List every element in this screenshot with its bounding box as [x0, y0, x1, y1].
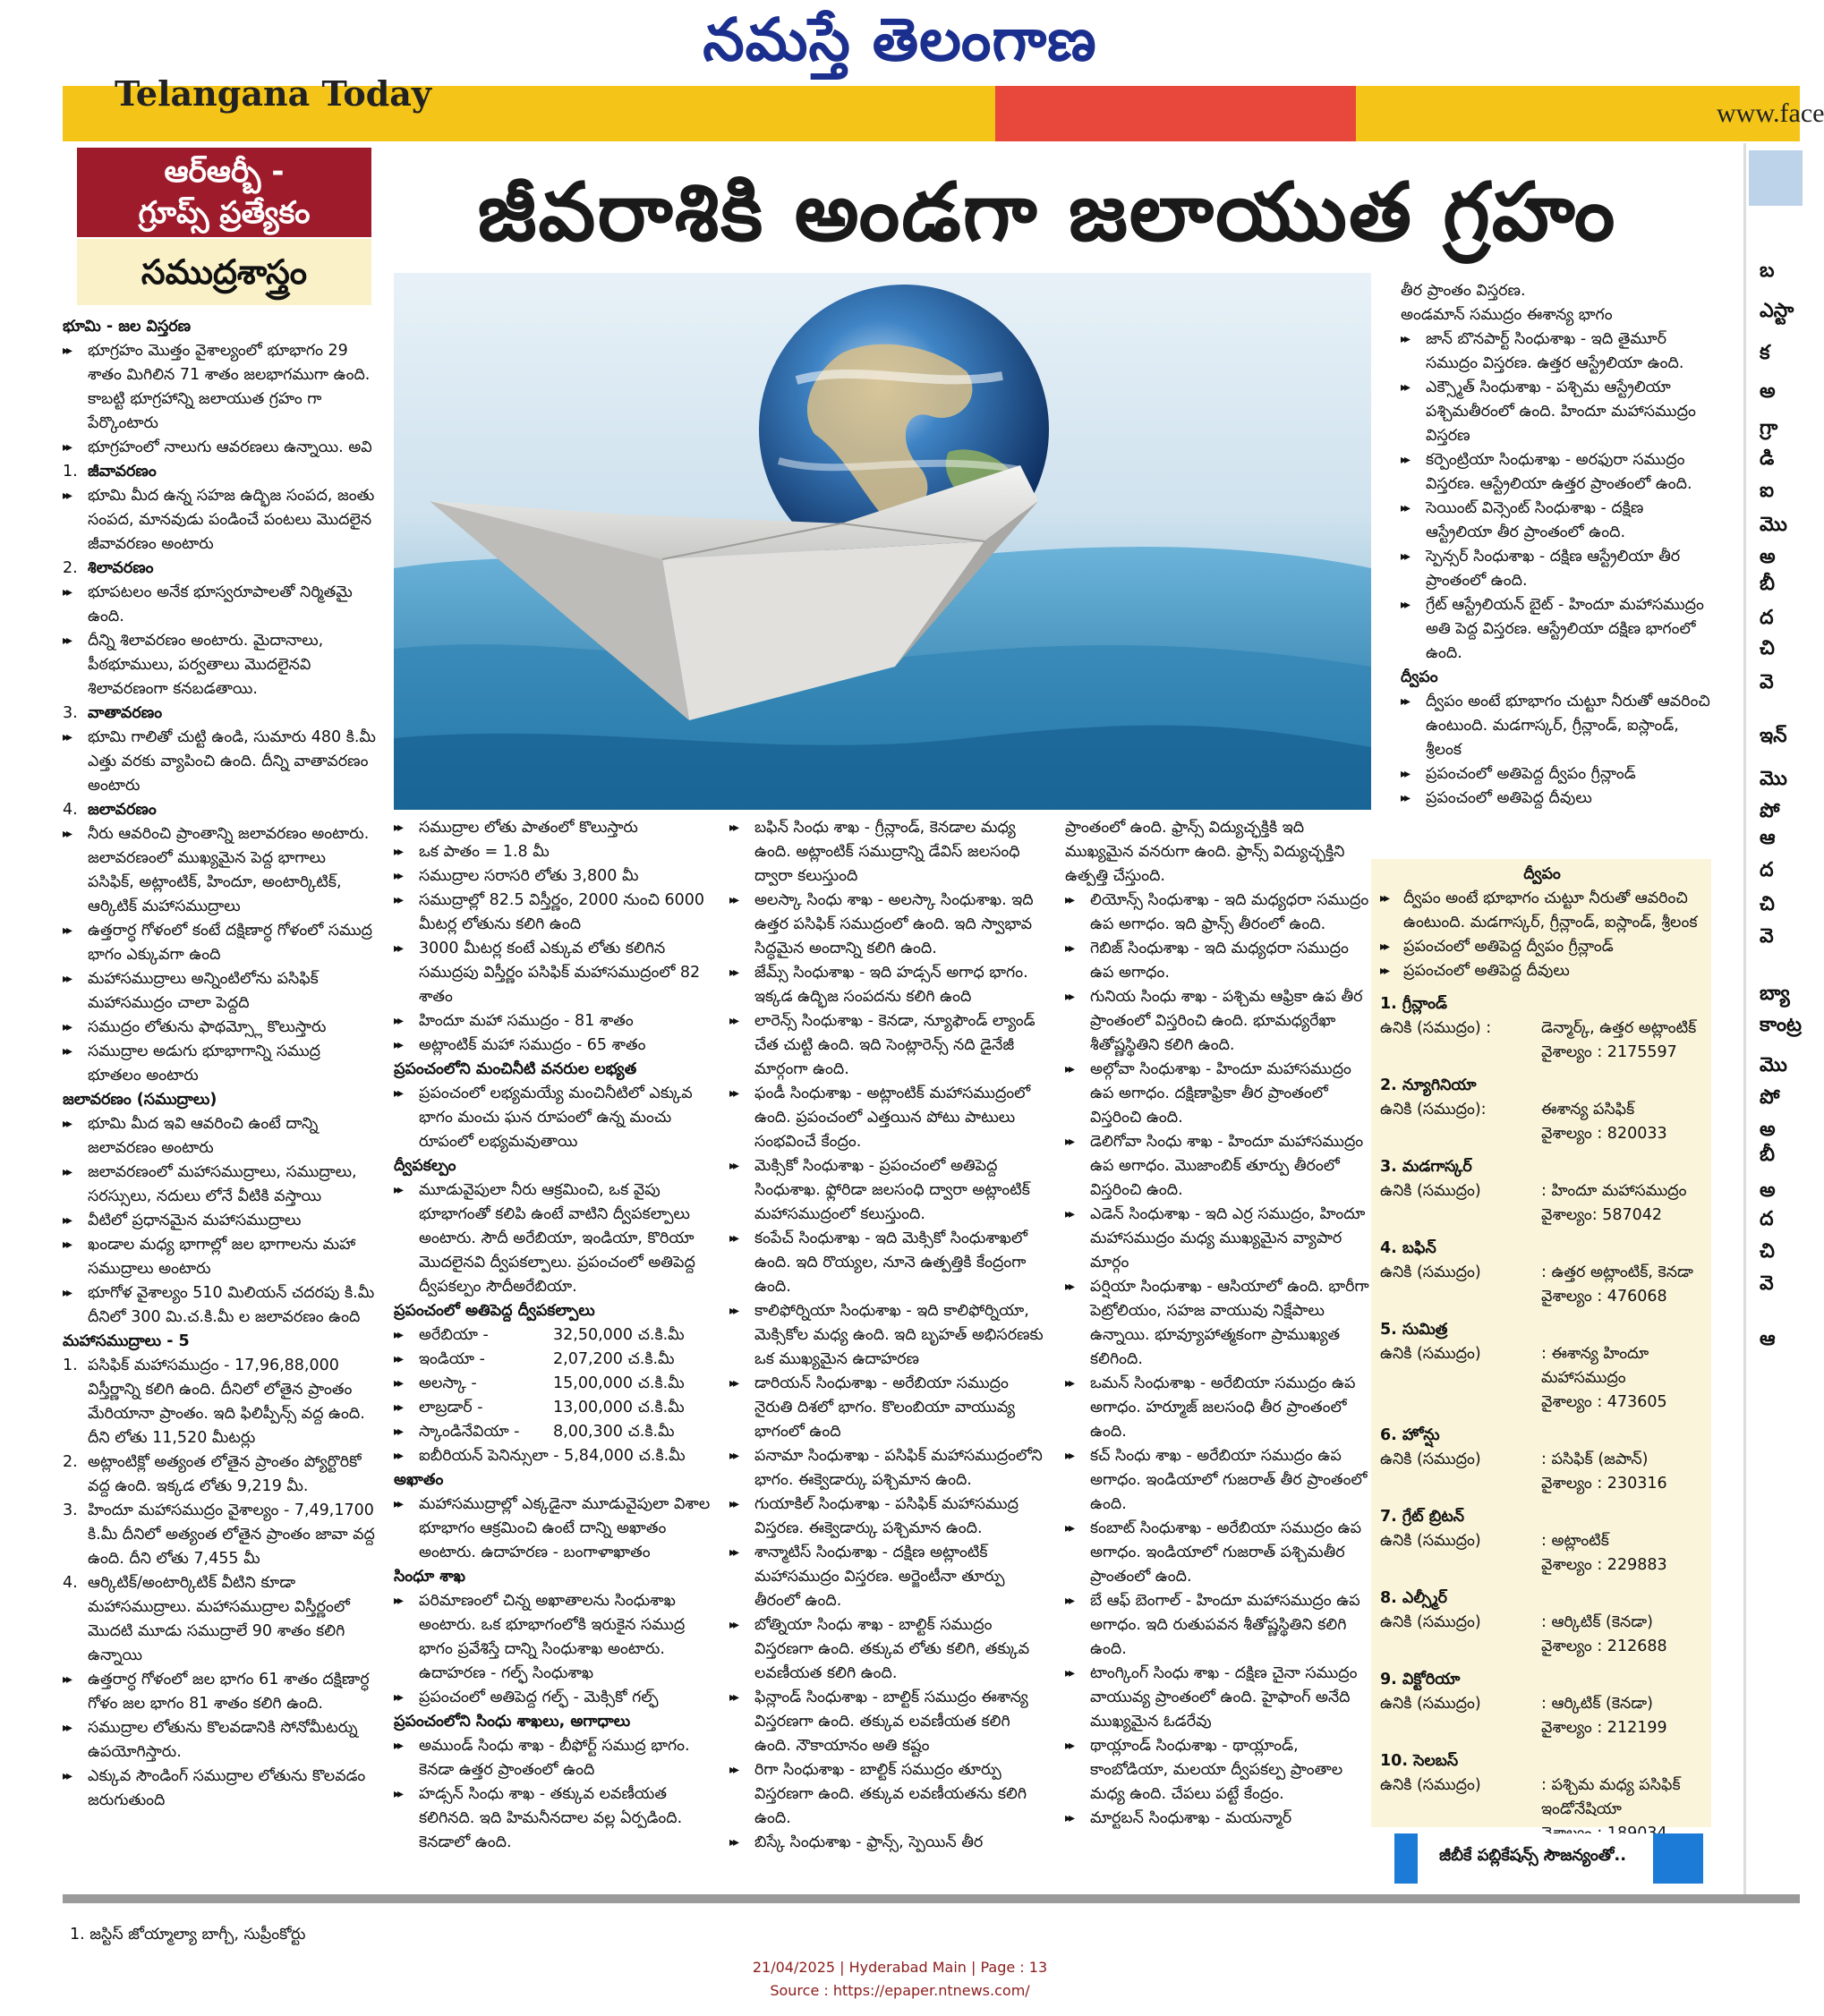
bullet-item: ▸▸ పనామా సింధుశాఖ - పసిఫిక్ మహాసముద్రంలోని భాగం. ఈక్వెడార్కు పశ్చిమాన ఉంది. [729, 1444, 1050, 1493]
island-name: 10. సెలబస్ [1380, 1752, 1459, 1770]
subheading: సింధూ శాఖ [394, 1568, 465, 1586]
bullet-item: ▸▸ ఒమన్ సింధుశాఖ - అరేబియా సముద్రం ఉప అగాధం. హర్మూజ్ జలసంధి తీర ప్రాంతంలో ఉంది. [1065, 1372, 1369, 1444]
bullet-item: ▸▸ భూమి మీద ఉన్న సహజ ఉద్భిజ సంపద, జంతు సంపద, మానవుడు పండించే పంటలు మొదలైన జీవావరణం అంటారు [63, 484, 376, 557]
bullet-item: ▸▸ మహాసముద్రాలు అన్నింటిలోను పసిఫిక్ మహాసముద్రం చాలా పెద్దది [63, 967, 376, 1016]
bullet-item: ▸▸ వీటిలో ప్రధానమైన మహాసముద్రాలు [63, 1209, 376, 1233]
peninsula-row [394, 1323, 714, 1348]
row-value: 8,00,300 చ.కి.మీ [553, 1423, 675, 1441]
column-4 [1065, 816, 1369, 1831]
bullet-item: ▸▸ బోత్నియా సింధు శాఖ - బాల్టిక్ సముద్రం విస్తరణగా ఉంది. తక్కువ లోతు కలిగి, తక్కువ లవణీయత కలిగి ఉంది. [729, 1613, 1050, 1686]
subheading: ద్వీపం [1401, 668, 1438, 686]
bullet-item: ▸▸ బఫిన్ సింధు శాఖ - గ్రీన్లాండ్, కెనడాల మధ్య ఉంది. అట్లాంటిక్ సముద్రాన్ని డేవిస్ జలసంధి ద్వారా కలుస్తుంది [729, 816, 1050, 889]
bullet-item: ▸▸ దీన్ని శిలావరణం అంటారు. మైదానాలు, పీఠభూములు, పర్వతాలు మొదలైనవి శిలావరణంగా కనబడతాయి. [63, 629, 376, 702]
island-entry [1380, 1749, 1704, 1846]
numbered-item [63, 460, 376, 484]
island-location-label: ఉనికి (సముద్రం) [1380, 1695, 1481, 1713]
numbered-item [63, 702, 376, 726]
cut-word: వె [1760, 671, 1774, 693]
box-bullet: ▸▸ ద్వీపం అంటే భూభాగం చుట్టూ నీరుతో ఆవరించి ఉంటుంది. మడగాస్కర్, గ్రీన్లాండ్, ఐస్లాండ్, శ్రీలంక [1380, 887, 1704, 935]
row-label: ▸▸ అరేబియా - [419, 1326, 489, 1344]
bullet-item: ▸▸ కాలిఫోర్నియా సింధుశాఖ - ఇది కాలిఫోర్నియా, మెక్సికోల మధ్య ఉంది. ఇది బృహత్ అభిసరణకు ఒక ముఖ్యమైన ఉదాహరణ [729, 1299, 1050, 1372]
subheading: జలావరణం (సముద్రాలు) [63, 1091, 217, 1109]
subject-tag: సముద్రశాస్త్రం [77, 239, 371, 305]
numbered-item [63, 1354, 376, 1450]
island-name: 3. మడగాస్కర్ [1380, 1158, 1472, 1176]
row-value: 32,50,000 చ.కి.మీ [553, 1326, 685, 1344]
bullet-item: ▸▸ ప్రపంచంలో లభ్యమయ్యే మంచినీటిలో ఎక్కువ భాగం మంచు ఘన రూపంలో ఉన్న మంచు రూపంలో లభ్యమవుతాయి [394, 1082, 714, 1154]
row-label: ▸▸ ఇండియా - [419, 1350, 485, 1368]
cut-word: అ [1760, 1119, 1776, 1141]
bullet-item: ▸▸ సముద్రాల లోతును కొలవడానికి సోనోమీటర్ను ఉపయోగిస్తారు. [63, 1716, 376, 1765]
paragraph: తీర ప్రాంతం విస్తరణ. [1401, 282, 1526, 300]
bullet-item: ▸▸ సముద్రాల్లో 82.5 విస్తీర్ణం, 2000 నుంచి 6000 మీటర్ల లోతును కలిగి ఉంది [394, 889, 714, 937]
cut-word: బీ [1760, 573, 1775, 595]
numbered-item [63, 1450, 376, 1499]
row-value: 2,07,200 చ.కి.మీ [553, 1350, 675, 1368]
cut-word: పో [1760, 1086, 1780, 1109]
bullet-item: ▸▸ ఉత్తరార్ధ గోళంలో కంటే దక్షిణార్ధ గోళంలో సముద్ర భాగం ఎక్కువగా ఉంది [63, 919, 376, 967]
bullet-item: ▸▸ సముద్రం లోతును ఫాథమ్స్లో కొలుస్తారు [63, 1016, 376, 1040]
peninsula-row [394, 1348, 714, 1372]
section-tag [77, 148, 371, 237]
cut-word: చి [1760, 893, 1775, 915]
paragraph: ప్రాంతంలో ఉంది. ఫ్రాన్స్ విద్యుచ్ఛక్తికి ఇది ముఖ్యమైన వనరుగా ఉంది. ఫ్రాన్స్ విద్యుచ్ఛక్తిని ఉత్పత్తి చేస్తుంది. [1065, 819, 1345, 885]
item-text: అట్లాంటిక్లో అత్యంత లోతైన ప్రాంతం ప్యోర్టొరికో వద్ద ఉంది. ఇక్కడ లోతు 9,219 మీ. [88, 1453, 362, 1495]
bullet-item: ▸▸ గ్రేట్ ఆస్ట్రేలియన్ బైట్ - హిందూ మహాసముద్రం అతి పెద్ద విస్తరణ. ఆస్ట్రేలియా దక్షిణ భాగంలో ఉంది. [1401, 593, 1714, 666]
bullet-item: ▸▸ హడ్సన్ సింధు శాఖ - తక్కువ లవణీయత కలిగినది. ఇది హిమనీనదాల వల్ల ఏర్పడింది. కెనడాలో ఉంది. [394, 1782, 714, 1855]
bullet-item: ▸▸ స్పెన్సర్ సింధుశాఖ - దక్షిణ ఆస్ట్రేలియా తీర ప్రాంతంలో ఉంది. [1401, 545, 1714, 593]
masthead [0, 0, 1800, 81]
island-name: 8. ఎల్స్మీర్ [1380, 1589, 1448, 1607]
island-entry [1380, 1505, 1704, 1578]
bullet-item: ▸▸ ఎక్కువ సౌండింగ్ సముద్రాల లోతును కొలవడం జరుగుతుంది [63, 1765, 376, 1813]
cut-word: అ [1760, 380, 1776, 403]
globe-boat-photo [394, 273, 1371, 810]
island-entry [1380, 1074, 1704, 1146]
banner-web: www.face [1717, 98, 1824, 128]
bullet-item: ▸▸ సముద్రాల సరాసరి లోతు 3,800 మీ [394, 864, 714, 889]
bullet-item: ▸▸ శాన్మాటిస్ సింధుశాఖ - దక్షిణ అట్లాంటిక్ మహాసముద్రం విస్తరణ. అర్జెంటీనా తూర్పు తీరంలో ఉంది. [729, 1541, 1050, 1613]
bullet-item: ▸▸ అట్లాంటిక్ మహా సముద్రం - 65 శాతం [394, 1034, 714, 1058]
numbered-item [63, 1571, 376, 1668]
bullet-item: ▸▸ మెక్సికో సింధుశాఖ - ప్రపంచంలో అతిపెద్ద సింధుశాఖ. ఫ్లోరిడా జలసంధి ద్వారా అట్లాంటిక్ మహాసముద్రంలో కలుస్తుంది. [729, 1154, 1050, 1227]
banner-red-block [995, 86, 1356, 141]
column-5 [1401, 279, 1714, 811]
island-location-label: ఉనికి (సముద్రం): [1380, 1101, 1487, 1119]
bullet-item: ▸▸ మూడువైపులా నీరు ఆక్రమించి, ఒక వైపు భూభాగంతో కలిపి ఉంటే వాటిని ద్వీపకల్పాలు అంటారు. సౌదీ అరేబియా, ఇండియా, కొరియా మొదలైనవి ద్వీపకల్పాలు. ప్రపంచంలో అతిపెద్ద ద్వీపకల్పం సౌదీఅరేబియా. [394, 1178, 714, 1299]
subheading: ప్రపంచంలోని మంచినీటి వనరుల లభ్యత [394, 1060, 637, 1078]
island-entry [1380, 1155, 1704, 1228]
subheading: మహాసముద్రాలు - 5 [63, 1332, 190, 1350]
cut-word: ఐ [1760, 480, 1774, 502]
cut-word: బీ [1760, 1144, 1775, 1166]
island-location: : ఈశాన్య హిందూ మహాసముద్రం [1541, 1345, 1649, 1387]
bullet-item: ▸▸ లియోన్స్ సింధుశాఖ - ఇది మధ్యధరా సముద్రం ఉప అగాధం. ఇది ఫ్రాన్స్ తీరంలో ఉంది. [1065, 889, 1369, 937]
numbered-item [63, 557, 376, 581]
paragraph: అండమాన్ సముద్రం ఈశాన్య భాగం [1401, 306, 1613, 324]
bullet-item: ▸▸ టాంగ్కింగ్ సింధు శాఖ - దక్షిణ చైనా సముద్రం వాయువ్య ప్రాంతంలో ఉంది. హైఫాంగ్ అనేది ముఖ్యమైన ఓడరేవు [1065, 1662, 1369, 1734]
cut-word: గ్రా [1760, 417, 1778, 439]
cut-word: ద [1760, 607, 1774, 629]
bullet-item: ▸▸ గునియ సింధు శాఖ - పశ్చిమ ఆఫ్రికా ఉప తీర ప్రాంతంలో విస్తరించి ఉంది. భూమధ్యరేఖా శీతోష్ణస్థితిని కలిగి ఉంది. [1065, 985, 1369, 1058]
page-divider [63, 1894, 1800, 1903]
item-number: 2. [63, 559, 78, 577]
masthead-title: నమస్తే తెలంగాణ [703, 4, 1097, 74]
island-name: 1. గ్రీన్లాండ్ [1380, 995, 1447, 1013]
bullet-item: ▸▸ ఐబీరియన్ పెనిన్సులా - 5,84,000 చ.కి.మీ [394, 1444, 714, 1468]
row-label: ▸▸ లాబ్రడార్ - [419, 1399, 483, 1416]
bullet-item: ▸▸ థాయ్లాండ్ సింధుశాఖ - థాయ్లాండ్, కాంబోడియా, మలయా ద్వీపకల్ప ప్రాంతాల మధ్య ఉంది. చేపలు పట్టే కేంద్రం. [1065, 1734, 1369, 1807]
island-name: 6. హోన్షు [1380, 1426, 1440, 1444]
island-location-label: ఉనికి (సముద్రం) [1380, 1263, 1481, 1281]
bullet-item: ▸▸ భూగ్రహం మొత్తం వైశాల్యంలో భూభాగం 29 శాతం మిగిలిన 71 శాతం జలభాగముగా ఉంది. కాబట్టి భూగ్రహాన్ని జలాయుత గ్రహం గా పేర్కొంటారు [63, 339, 376, 436]
island-area: వైశాల్యం : 473605 [1541, 1393, 1667, 1411]
cut-word: ఇన్ [1760, 725, 1787, 747]
section-tag-line1: ఆర్ఆర్బీ - [164, 154, 285, 190]
right-edge-strip [1743, 143, 1800, 1915]
banner-paper-name: Telangana Today [115, 73, 431, 114]
page-footer [0, 1956, 1800, 2003]
item-text: పసిఫిక్ మహాసముద్రం - 17,96,88,000 విస్తీర్ణాన్ని కలిగి ఉంది. దీనిలో లోతైన ప్రాంతం మేరియానా ప్రాంతం. ఇది ఫిలిప్పీన్స్ వద్ద ఉంది. దీని లోతు 11,520 మీటర్లు [88, 1357, 365, 1447]
bullet-item: ▸▸ సముద్రాల అడుగు భూభాగాన్ని సముద్ర భూతలం అంటారు [63, 1040, 376, 1088]
island-area: వైశాల్యం : 2175597 [1541, 1043, 1677, 1061]
footer-date-line: 21/04/2025 | Hyderabad Main | Page : 13 [752, 1959, 1048, 1976]
bullet-item: ▸▸ ఒక పాతం = 1.8 మీ [394, 840, 714, 864]
bullet-item: ▸▸ కర్పెంట్రియా సింధుశాఖ - అరఫురా సముద్రం విస్తరణ. ఆస్ట్రేలియా ఉత్తర ప్రాంతంలో ఉంది. [1401, 448, 1714, 497]
island-name: 2. న్యూగినియా [1380, 1076, 1477, 1094]
cut-word: మొ [1760, 768, 1787, 790]
bullet-item: ▸▸ సముద్రాల లోతు పాతంలో కొలుస్తారు [394, 816, 714, 840]
island-entry [1380, 992, 1704, 1065]
bullet-item: ▸▸ మార్టబన్ సింధుశాఖ - మయన్మార్ [1065, 1807, 1369, 1831]
peninsula-row [394, 1396, 714, 1420]
cut-word: క [1760, 342, 1770, 364]
cut-word: చి [1760, 1240, 1775, 1263]
island-location-label: ఉనికి (సముద్రం) [1380, 1345, 1481, 1363]
island-name: 7. గ్రేట్ బ్రిటన్ [1380, 1508, 1465, 1526]
cut-word: ఆ [1760, 1328, 1776, 1350]
row-label: ▸▸ అలస్కా - [419, 1374, 477, 1392]
island-location: : పశ్చిమ మధ్య పసిఫిక్ ఇండోనేషియా [1541, 1776, 1681, 1818]
bullet-item: ▸▸ భూగ్రహంలో నాలుగు ఆవరణలు ఉన్నాయి. అవి [63, 436, 376, 460]
box-bullet: ▸▸ ప్రపంచంలో అతిపెద్ద ద్వీపం గ్రీన్లాండ్ [1380, 935, 1704, 959]
bullet-item: ▸▸ డారియన్ సింధుశాఖ - అరేబియా సముద్రం నైరుతి దిశలో భాగం. కొలంబియా వాయువ్య భాగంలో ఉంది [729, 1372, 1050, 1444]
cut-word: వె [1760, 1272, 1774, 1295]
cut-word: చి [1760, 637, 1775, 659]
bullet-item: ▸▸ ప్రపంచంలో అతిపెద్ద గల్ఫ్ - మెక్సికో గల్ఫ్ [394, 1686, 714, 1710]
bullet-item: ▸▸ బే ఆఫ్ బెంగాల్ - హిందూ మహాసముద్రం ఉప అగాధం. ఇది రుతుపవన శీతోష్ణస్థితిని కలిగి ఉంది. [1065, 1589, 1369, 1662]
cut-word: బ [1760, 259, 1775, 282]
island-entry [1380, 1424, 1704, 1496]
item-text: శిలావరణం [88, 559, 154, 577]
subheading: ప్రపంచంలో అతిపెద్ద ద్వీపకల్పాలు [394, 1302, 595, 1320]
section-tag-line2: గ్రూప్స్ ప్రత్యేకం [138, 195, 311, 231]
item-number: 1. [63, 463, 78, 481]
islands-box [1371, 859, 1711, 1827]
bullet-item: ▸▸ ఎడెన్ సింధుశాఖ - ఇది ఎర్ర సముద్రం, హిందూ మహాసముద్రం మధ్య ముఖ్యమైన వ్యాపార మార్గం [1065, 1203, 1369, 1275]
cut-word: ద [1760, 1208, 1774, 1230]
bullet-item: ▸▸ అలస్కా సింధు శాఖ - అలస్కా సింధుశాఖ. ఇది ఉత్తర పసిఫిక్ సముద్రంలో ఉంది. ఇది స్వాభావ సిద్ధమైన అందాన్ని కలిగి ఉంది. [729, 889, 1050, 961]
subheading: ద్వీపకల్పం [394, 1157, 456, 1175]
island-location: : పసిఫిక్ (జపాన్) [1541, 1450, 1649, 1468]
credit-tag [1394, 1833, 1703, 1884]
bullet-item: ▸▸ 3000 మీటర్ల కంటే ఎక్కువ లోతు కలిగిన సముద్రపు విస్తీర్ణం పసిఫిక్ మహాసముద్రంలో 82 శాతం [394, 937, 714, 1009]
item-number: 1. [63, 1357, 78, 1374]
island-name: 4. బఫిన్ [1380, 1239, 1436, 1257]
column-2 [394, 816, 714, 1855]
item-number: 4. [63, 801, 78, 819]
island-area: వైశాల్యం: 587042 [1541, 1206, 1663, 1224]
bullet-item: ▸▸ మహాసముద్రాల్లో ఎక్కడైనా మూడువైపులా విశాల భూభాగం ఆక్రమించి ఉంటే దాన్ని అఖాతం అంటారు. ఉదాహరణ - బంగాళాఖాతం [394, 1493, 714, 1565]
column-3 [729, 816, 1050, 1855]
footer-source-line: Source : https://epaper.ntnews.com/ [770, 1982, 1030, 1999]
numbered-item [63, 798, 376, 822]
bullet-item: ▸▸ గుయాకిల్ సింధుశాఖ - పసిఫిక్ మహాసముద్ర విస్తరణ. ఈక్వెడార్కు పశ్చిమాన ఉంది. [729, 1493, 1050, 1541]
island-name: 9. విక్టోరియా [1380, 1671, 1461, 1689]
bullet-item: ▸▸ భూపటలం అనేక భూస్వరూపాలతో నిర్మితమై ఉంది. [63, 581, 376, 629]
item-number: 3. [63, 704, 78, 722]
bullet-item: ▸▸ అముండ్ సింధు శాఖ - బీఫోర్ట్ సముద్ర భాగం. కెనడా ఉత్తర ప్రాంతంలో ఉంది [394, 1734, 714, 1782]
island-location-label: ఉనికి (సముద్రం) [1380, 1182, 1481, 1200]
item-text: జలావరణం [88, 801, 157, 819]
island-area: వైశాల్యం : 230316 [1541, 1475, 1667, 1493]
cut-word: మొ [1760, 1054, 1787, 1076]
bullet-item: ▸▸ అల్గోవా సింధుశాఖ - హిందూ మహాసముద్రం ఉప అగాధం. దక్షిణాఫ్రికా తీర ప్రాంతంలో విస్తరించి ఉంది. [1065, 1058, 1369, 1130]
island-location: : అట్లాంటిక్ [1541, 1532, 1609, 1550]
cut-word: అ [1760, 1179, 1776, 1202]
bullet-item: ▸▸ జలావరణంలో మహాసముద్రాలు, సముద్రాలు, సరస్సులు, నదులు లోనే వీటికి వస్తాయి [63, 1161, 376, 1209]
cut-word: పో [1760, 800, 1780, 822]
bullet-item: ▸▸ ఎక్స్మౌత్ సింధుశాఖ - పశ్చిమ ఆస్ట్రేలియా పశ్చిమతీరంలో ఉంది. హిందూ మహాసముద్రం విస్తరణ [1401, 376, 1714, 448]
bullet-item: ▸▸ పరిమాణంలో చిన్న అఖాతాలను సింధుశాఖ అంటారు. ఒక భూభాగంలోకి ఇరుకైన సముద్ర భాగం ప్రవేశిస్తే దాన్ని సింధుశాఖ అంటారు. ఉదాహరణ - గల్ఫ్ సింధుశాఖ [394, 1589, 714, 1686]
bullet-item: ▸▸ బిస్కే సింధుశాఖ - ఫ్రాన్స్, స్పెయిన్ తీర [729, 1831, 1050, 1855]
island-area: వైశాల్యం : 212199 [1541, 1719, 1667, 1737]
numbered-item [63, 1499, 376, 1571]
bullet-item: ▸▸ ప్రపంచంలో అతిపెద్ద ద్వీపం గ్రీన్లాండ్ [1401, 762, 1714, 787]
island-area: వైశాల్యం : 229883 [1541, 1556, 1667, 1574]
item-text: హిందూ మహాసముద్రం వైశాల్యం - 7,49,1700 కి.మీ దీనిలో అత్యంత లోతైన ప్రాంతం జావా వద్ద ఉంది. దీని లోతు 7,455 మీ [88, 1501, 375, 1568]
cut-word: బ్యా [1760, 982, 1790, 1005]
cut-word: డి [1760, 447, 1775, 470]
island-area: వైశాల్యం : 820033 [1541, 1125, 1667, 1143]
island-location: ఈశాన్య పసిఫిక్ [1541, 1101, 1635, 1119]
subheading: భూమి - జల విస్తరణ [63, 318, 192, 336]
island-area: వైశాల్యం : 476068 [1541, 1288, 1667, 1306]
island-name: 5. సుమిత్ర [1380, 1321, 1448, 1339]
cut-word: కాంట్ర [1760, 1014, 1802, 1036]
bullet-item: ▸▸ భూమి మీద ఇవి ఆవరించి ఉంటే దాన్ని జలావరణం అంటారు [63, 1112, 376, 1161]
bullet-item: ▸▸ ద్వీపం అంటే భూభాగం చుట్టూ నీరుతో ఆవరించి ఉంటుంది. మడగాస్కర్, గ్రీన్లాండ్, ఐస్లాండ్, శ్రీలంక [1401, 690, 1714, 762]
bullet-item: ▸▸ జేమ్స్ సింధుశాఖ - ఇది హడ్సన్ అగాధ భాగం. ఇక్కడ ఉద్భిజ సంపదను కలిగి ఉంది [729, 961, 1050, 1009]
row-label: ▸▸ స్కాండినేవియా - [419, 1423, 520, 1441]
bullet-item: ▸▸ ఉత్తరార్ధ గోళంలో జల భాగం 61 శాతం దక్షిణార్ధ గోళం జల భాగం 81 శాతం కలిగి ఉంది. [63, 1668, 376, 1716]
island-location-label: ఉనికి (సముద్రం) : [1380, 1019, 1492, 1037]
islands-box-content [1371, 863, 1711, 1846]
item-number: 2. [63, 1453, 78, 1471]
island-location: : ఉత్తర అట్లాంటిక్, కెనడా [1541, 1263, 1693, 1281]
item-text: ఆర్కిటిక్/అంటార్కిటిక్ వీటిని కూడా మహాసముద్రాలు. మహాసముద్రాల విస్తీర్ణంలో మొదటి మూడు సముద్రాలే 90 శాతం కలిగి ఉన్నాయి [88, 1574, 350, 1664]
bullet-item: ▸▸ పర్షియా సింధుశాఖ - ఆసియాలో ఉంది. భారీగా పెట్రోలియం, సహజ వాయువు నిక్షేపాలు ఉన్నాయి. భూవ్యూహాత్మకంగా ప్రాముఖ్యత కలిగింది. [1065, 1275, 1369, 1372]
item-number: 3. [63, 1501, 78, 1519]
bullet-item: ▸▸ గెబిజ్ సింధుశాఖ - ఇది మధ్యధరా సముద్రం ఉప అగాధం. [1065, 937, 1369, 985]
bullet-item: ▸▸ ప్రపంచంలో అతిపెద్ద దీవులు [1401, 787, 1714, 811]
cut-word: మొ [1760, 514, 1787, 536]
bullet-item: ▸▸ డెలిగోవా సింధు శాఖ - హిందూ మహాసముద్రం ఉప అగాధం. మొజాంబిక్ తూర్పు తీరంలో విస్తరించి ఉంది. [1065, 1130, 1369, 1203]
bullet-item: ▸▸ లారెన్స్ సింధుశాఖ - కెనడా, న్యూఫౌండ్ ల్యాండ్ చేత చుట్టి ఉంది. ఇది సెంట్లారెన్స్ నది డైనేజీ మార్గంగా ఉంది. [729, 1009, 1050, 1082]
subheading: అఖాతం [394, 1471, 444, 1489]
cut-word: ద [1760, 859, 1774, 881]
bullet-item: ▸▸ ఫండీ సింధుశాఖ - అట్లాంటిక్ మహాసముద్రంలో ఉంది. ప్రపంచంలో ఎత్తయిన పోటు పాటులు సంభవించే కేంద్రం. [729, 1082, 1050, 1154]
bullet-item: ▸▸ హిందూ మహా సముద్రం - 81 శాతం [394, 1009, 714, 1034]
headline: జీవరాశికి అండగా జలాయుత గ్రహం [477, 166, 1617, 259]
bullet-item: ▸▸ నీరు ఆవరించి ప్రాంతాన్ని జలావరణం అంటారు. జలావరణంలో ముఖ్యమైన పెద్ద భాగాలు పసిఫిక్, అట్లాంటిక్, హిందూ, అంటార్కిటిక్, ఆర్కిటిక్ మహాసముద్రాలు [63, 822, 376, 919]
item-text: వాతావరణం [88, 704, 163, 722]
island-entry [1380, 1318, 1704, 1415]
bullet-item: ▸▸ కచ్ సింధు శాఖ - అరేబియా సముద్రం ఉప అగాధం. ఇండియాలో గుజరాత్ తీర ప్రాంతంలో ఉంది. [1065, 1444, 1369, 1517]
island-entry [1380, 1237, 1704, 1309]
box-bullet: ▸▸ ప్రపంచంలో అతిపెద్ద దీవులు [1380, 959, 1704, 983]
bullet-item: ▸▸ కంబాట్ సింధుశాఖ - అరేబియా సముద్రం ఉప అగాధం. ఇండియాలో గుజరాత్ పశ్చిమతీర ప్రాంతంలో ఉంది. [1065, 1517, 1369, 1589]
bullet-item: ▸▸ రిగా సింధుశాఖ - బాల్టిక్ సముద్రం తూర్పు విస్తరణగా ఉంది. తక్కువ లవణీయతను కలిగి ఉంది. [729, 1758, 1050, 1831]
cut-word: ఆ [1760, 827, 1776, 849]
bullet-item: ▸▸ సెయింట్ విన్సెంట్ సింధుశాఖ - దక్షిణ ఆస్ట్రేలియా తీర ప్రాంతంలో ఉంది. [1401, 497, 1714, 545]
island-entry [1380, 1668, 1704, 1740]
bullet-item: ▸▸ భూమి గాలితో చుట్టి ఉండి, సుమారు 480 కి.మీ ఎత్తు వరకు వ్యాపించి ఉంది. దీన్ని వాతావరణం అంటారు [63, 726, 376, 798]
island-location: : ఆర్కిటిక్ (కెనడా) [1541, 1695, 1653, 1713]
cut-word: ఎస్టా [1760, 300, 1794, 322]
island-location: డెన్మార్క్, ఉత్తర అట్లాంటిక్ [1541, 1019, 1697, 1037]
cut-word: అ [1760, 546, 1776, 568]
island-location-label: ఉనికి (సముద్రం) [1380, 1450, 1481, 1468]
island-location-label: ఉనికి (సముద్రం) [1380, 1613, 1481, 1631]
peninsula-row [394, 1420, 714, 1444]
island-location-label: ఉనికి (సముద్రం) [1380, 1776, 1481, 1794]
item-number: 4. [63, 1574, 78, 1592]
row-value: 15,00,000 చ.కి.మీ [553, 1374, 685, 1392]
next-article-text: 1. జస్టిస్ జోయ్మాల్యా బాగ్చీ, సుప్రీంకోర్టు [70, 1926, 306, 1944]
cut-word: వె [1760, 925, 1774, 948]
bullet-item: ▸▸ కంపేచ్ సింధుశాఖ - ఇది మెక్సికో సింధుశాఖలో ఉంది. ఇది రొయ్యల, నూనె ఉత్పత్తికి కేంద్రంగా ఉంది. [729, 1227, 1050, 1299]
bullet-item: ▸▸ భూగోళ వైశాల్యం 510 మిలియన్ చదరపు కి.మీ దీనిలో 300 మి.చ.కి.మీ ల జలావరణం ఉంది [63, 1281, 376, 1330]
subheading: ప్రపంచంలోని సింధు శాఖలు, అగాధాలు [394, 1713, 631, 1731]
row-value: 13,00,000 చ.కి.మీ [553, 1399, 685, 1416]
island-location: : ఆర్కిటిక్ (కెనడా) [1541, 1613, 1653, 1631]
peninsula-row [394, 1372, 714, 1396]
bullet-item: ▸▸ జాన్ బొనపార్ట్ సింధుశాఖ - ఇది తైమూర్ సముద్రం విస్తరణ. ఉత్తర ఆస్ట్రేలియా ఉంది. [1401, 327, 1714, 376]
item-text: జీవావరణం [88, 463, 157, 481]
column-1 [63, 315, 376, 1813]
island-location-label: ఉనికి (సముద్రం) [1380, 1532, 1481, 1550]
banner-strip [63, 73, 1824, 141]
island-entry [1380, 1586, 1704, 1659]
islands-box-title: ద్వీపం [1523, 865, 1561, 883]
bullet-item: ▸▸ ఫిన్లాండ్ సింధుశాఖ - బాల్టిక్ సముద్రం ఈశాన్య విస్తరణగా ఉంది. తక్కువ లవణీయత కలిగి ఉంది. నౌకాయానం అతి కష్టం [729, 1686, 1050, 1758]
thumbnail-image [1749, 150, 1803, 206]
bullet-item: ▸▸ ఖండాల మధ్య భాగాల్లో జల భాగాలను మహా సముద్రాలు అంటారు [63, 1233, 376, 1281]
island-location: : హిందూ మహాసముద్రం [1541, 1182, 1687, 1200]
island-area: వైశాల్యం : 212688 [1541, 1637, 1667, 1655]
credit-text: జీబీకే పబ్లికేషన్స్ సౌజన్యంతో.. [1439, 1846, 1627, 1865]
